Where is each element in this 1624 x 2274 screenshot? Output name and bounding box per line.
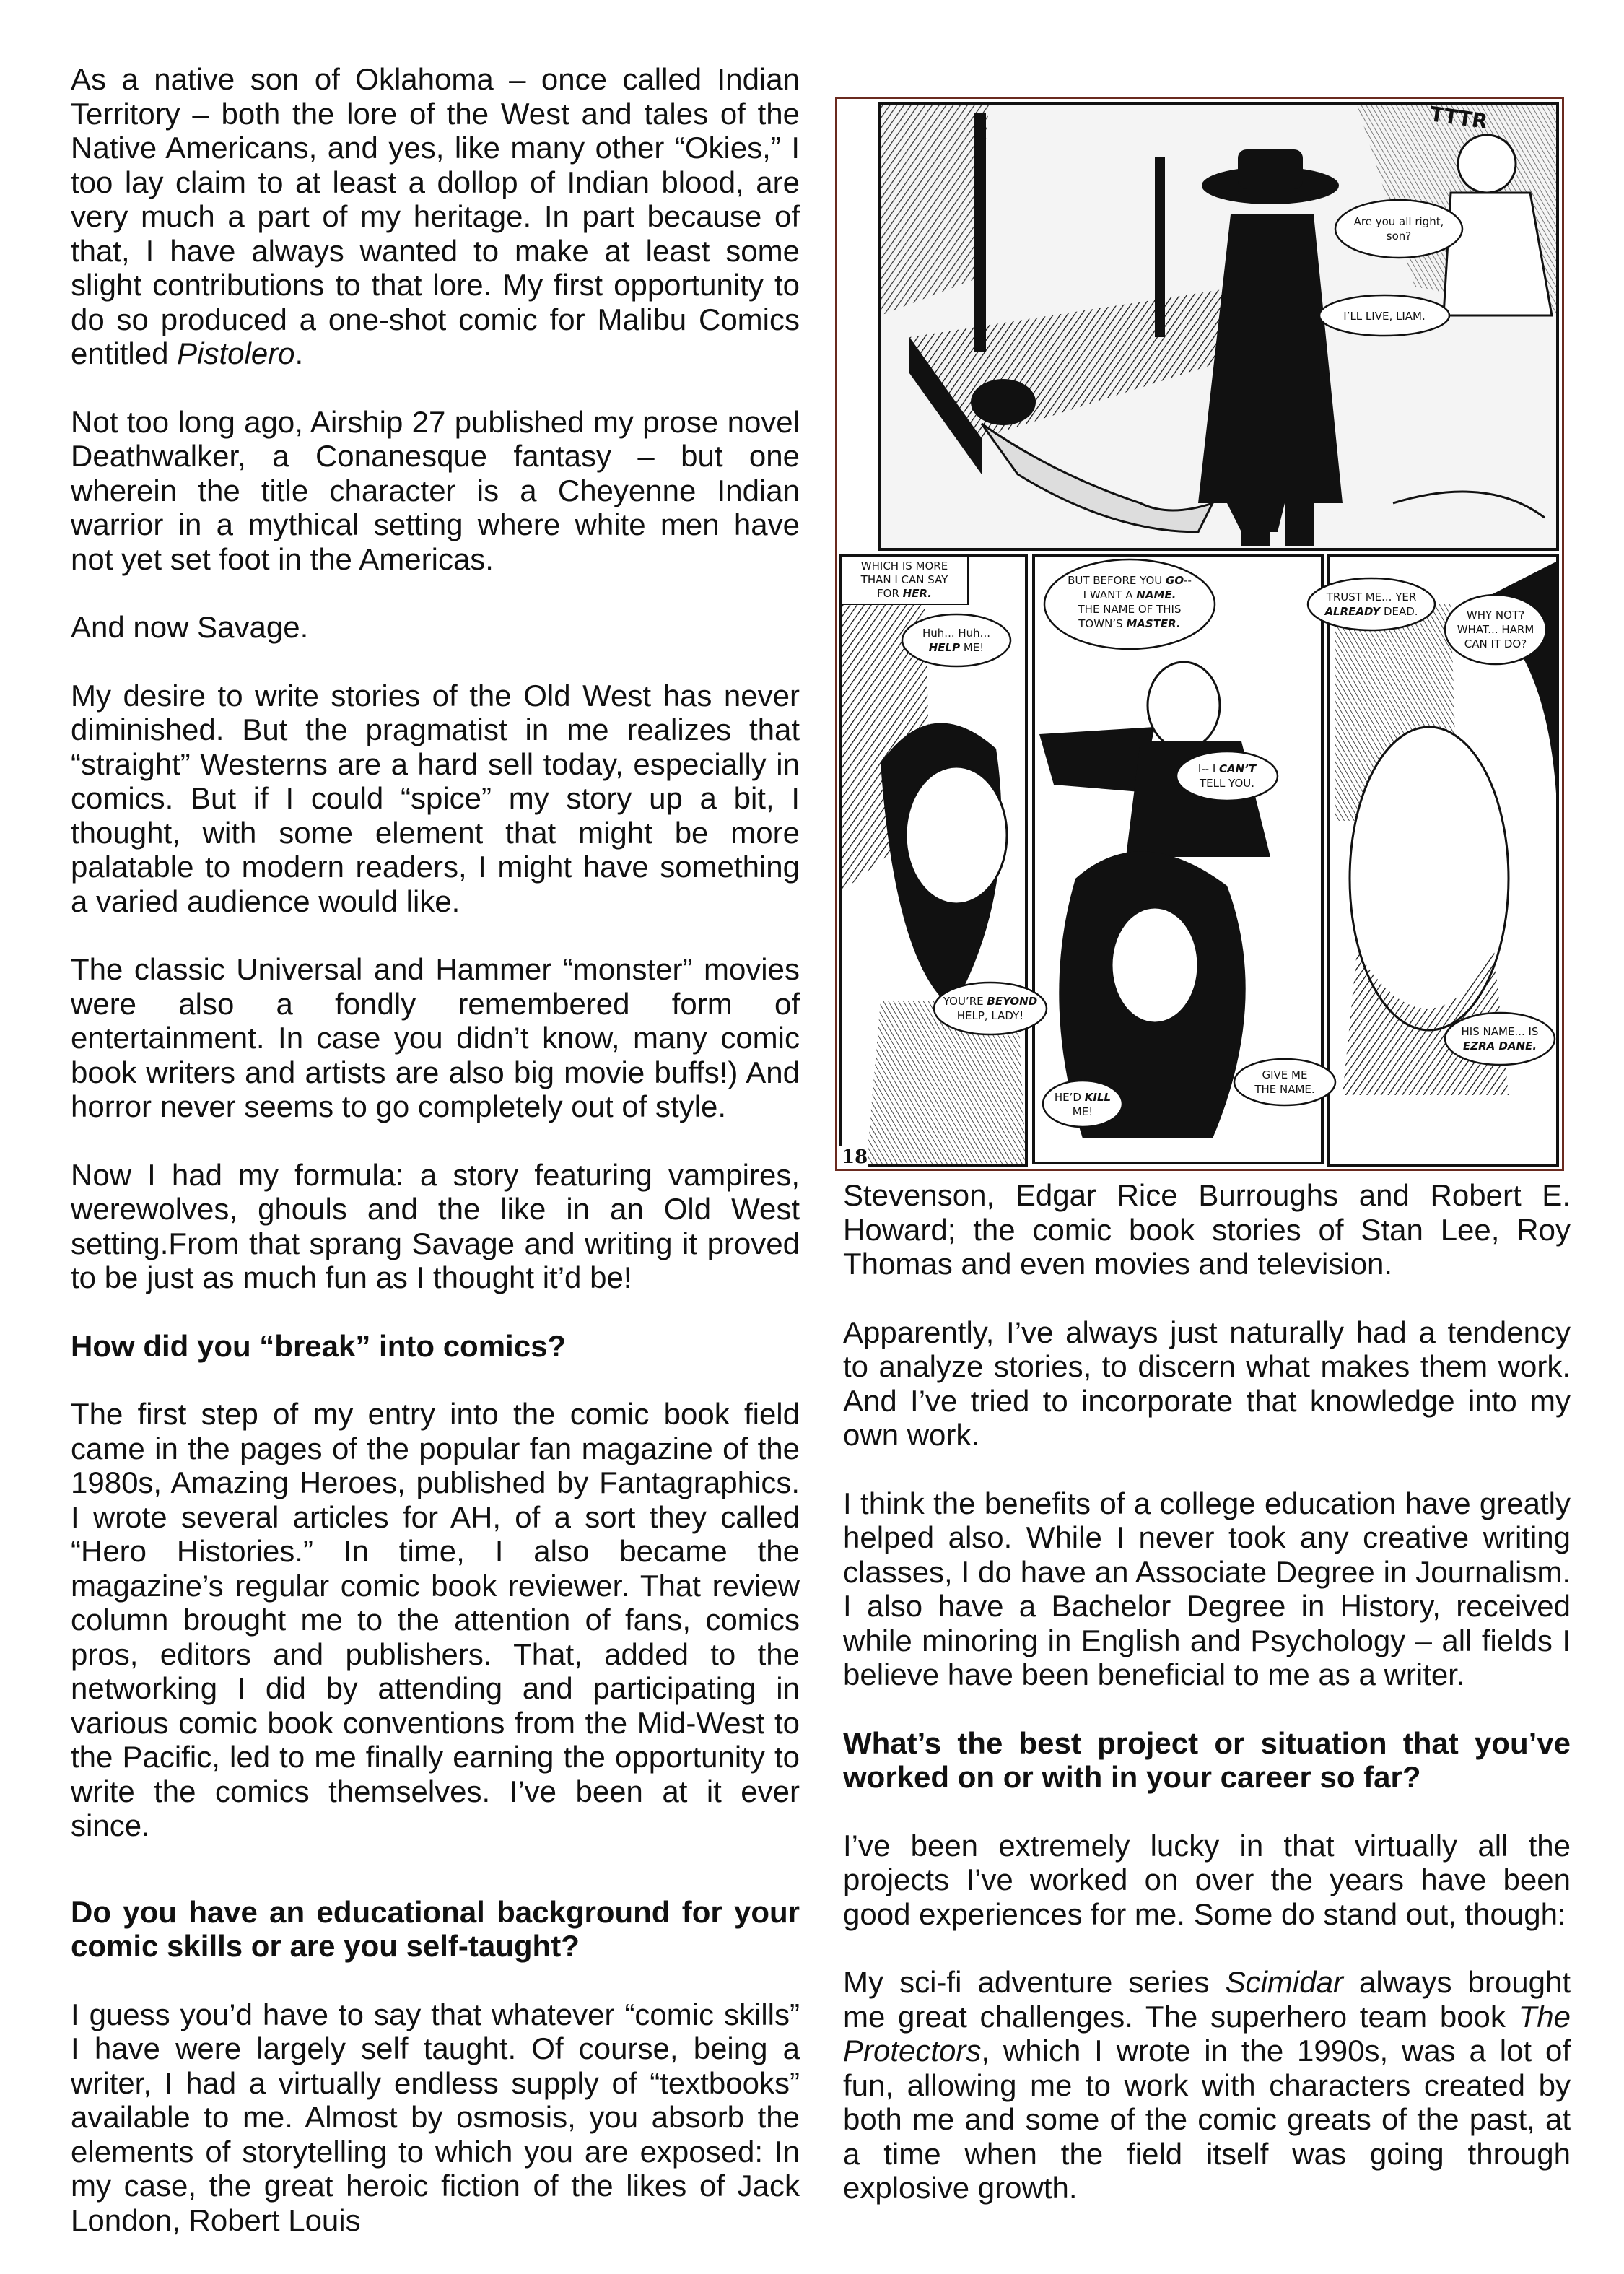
svg-text:GIVE ME: GIVE ME [1262,1068,1308,1081]
svg-text:WHY NOT?: WHY NOT? [1466,609,1525,622]
speech-bubble-give-me-the-name [1234,1059,1335,1105]
question-education: Do you have an educational background for your comic skills or are you self-taught? [71,1894,800,1963]
question-break-into-comics: How did you “break” into comics? [71,1328,567,1363]
svg-text:I WANT A NAME.: I WANT A NAME. [1083,588,1176,601]
title-the-protectors: The Protectors [843,1999,1571,2068]
svg-text:EZRA DANE.: EZRA DANE. [1462,1040,1537,1053]
svg-text:son?: son? [1386,230,1412,243]
svg-text:WHICH IS MORE: WHICH IS MORE [860,559,948,572]
paragraph-formula: Now I had my formula: a story featuring vampires, werewolves, ghouls and the like in an Old West setting.From that sprang Savage and writing it proved to be just as much fun as I thought it’d be! [71,1157,800,1294]
paragraph-self-taught: I guess you’d have to say that whatever “comic skills” I have were largely self taught. Of course, being a writer, I had a virtually endless supply of “textbooks” available to me. Almost by osmosis, you absorb the elements of storytelling to which you are exposed: In my case, the great heroic fiction of the likes of Jack London, Robert Louis [71,1997,800,2237]
speech-bubble-ill-live [1319,295,1449,336]
paragraph-analyze-stories: Apparently, I’ve always just naturally had a tendency to analyze stories, to discern what makes them work. And I’ve tried to incorporate that knowledge into my own work. [843,1315,1571,1452]
svg-text:THAN I CAN SAY: THAN I CAN SAY [860,573,948,586]
speech-bubble-before-you-go [1044,559,1215,649]
svg-text:HELP ME!: HELP ME! [928,641,985,654]
svg-text:YOU’RE BEYOND: YOU’RE BEYOND [943,995,1038,1008]
comic-page-illustration [835,97,1564,1171]
comic-page-number: 18 [842,1146,868,1168]
svg-text:Are you all right,: Are you all right, [1353,215,1444,228]
paragraph-deathwalker: Not too long ago, Airship 27 published my prose novel Deathwalker, a Conanesque fantasy – but one wherein the title character is a Cheyenne Indian warrior in a mythical setting where white men have not yet set foot in the Americas. [71,404,800,576]
title-pistolero: Pistolero [177,336,295,370]
speech-bubble-why-not [1445,595,1546,664]
speech-bubble-hed-kill-me [1043,1081,1122,1127]
left-column [71,62,800,2271]
speech-bubble-ezra-dane [1445,1013,1555,1065]
question-best-project: What’s the best project or situation that you’ve worked on or with in your career so far? [843,1725,1571,1794]
paragraph-lucky: I’ve been extremely lucky in that virtually all the projects I’ve worked on over the years have been good experiences for me. Some do stand out, though: [843,1828,1571,1931]
svg-text:HIS NAME... IS: HIS NAME... IS [1461,1025,1539,1038]
heading-savage: And now Savage. [71,610,309,644]
speech-bubble-cant-tell-you [1176,752,1278,801]
paragraph-influences: Stevenson, Edgar Rice Burroughs and Robert E. Howard; the comic book stories of Stan Lee, Roy Thomas and even movies and television. [843,1178,1571,1281]
svg-text:I-- I CAN’T: I-- I CAN’T [1197,762,1257,775]
panel-bedroom [879,103,1559,549]
paragraph-scimidar: My sci-fi adventure series Scimidar always brought me great challenges. The superhero team book The Protectors, which I wrote in the 1990s, was a lot of fun, allowing me to work with characters created by both me and some of the comic greats of the past, at a time when the field itself was going through explosive growth. [843,1965,1571,2205]
comic-art [837,99,1562,1169]
svg-text:WHAT... HARM: WHAT... HARM [1457,623,1534,636]
paragraph-college-education: I think the benefits of a college education have greatly helped also. While I never took any creative writing classes, I do have an Associate Degree in Journalism. I also have a Bachelor Degree in History, received while minoring in English and Psychology – all fields I believe have been beneficial to me as a writer. [843,1486,1571,1691]
svg-text:CAN IT DO?: CAN IT DO? [1464,637,1527,650]
speech-bubble-are-you-all-right [1335,200,1462,258]
speech-bubble-help-me [902,614,1010,666]
svg-text:TRUST ME... YER: TRUST ME... YER [1326,591,1417,604]
title-scimidar: Scimidar [1225,1965,1343,1999]
svg-text:TOWN’S MASTER.: TOWN’S MASTER. [1078,617,1181,630]
sfx-text: TTTR [1428,102,1489,134]
svg-text:FOR HER.: FOR HER. [877,587,932,600]
speech-bubble-which-is-more [842,557,968,604]
svg-text:BUT BEFORE YOU GO--: BUT BEFORE YOU GO-- [1068,574,1192,587]
svg-text:ME!: ME! [1072,1105,1093,1118]
svg-text:TELL YOU.: TELL YOU. [1199,777,1255,790]
svg-text:ALREADY DEAD.: ALREADY DEAD. [1324,605,1418,618]
speech-bubble-already-dead [1308,578,1435,630]
paragraph-heritage: As a native son of Oklahoma – once called Indian Territory – both the lore of the West and tales of the Native Americans, and yes, like many other “Okies,” I too lay claim to at least a dollop of Indian blood, are very much a part of my heritage. In part because of that, I have always wanted to make at least some slight contributions to that lore. My first opportunity to do so produced a one-shot comic for Malibu Comics entitled Pistolero. [71,62,800,370]
svg-text:THE NAME OF THIS: THE NAME OF THIS [1078,603,1182,616]
speech-bubble-beyond-help [934,983,1047,1034]
paragraph-monster-movies: The classic Universal and Hammer “monster” movies were also a fondly remembered form of entertainment. In case you didn’t know, many comic book writers and artists are also big movie buffs!) And horror never seems to go completely out of style. [71,952,800,1123]
svg-text:I’LL LIVE, LIAM.: I’LL LIVE, LIAM. [1343,310,1426,323]
paragraph-old-west: My desire to write stories of the Old West has never diminished. But the pragmatist in me realizes that “straight” Westerns are a hard sell today, especially in comics. But if I could “spice” my story up a bit, I thought, with some element that might be more palatable to modern readers, I might have something a varied audience would like. [71,678,800,918]
svg-text:THE NAME.: THE NAME. [1254,1083,1315,1096]
right-column [843,1178,1571,2239]
svg-text:HELP, LADY!: HELP, LADY! [956,1009,1024,1022]
svg-text:Huh... Huh...: Huh... Huh... [922,627,990,640]
paragraph-fan-magazine: The first step of my entry into the comic book field came in the pages of the popular fan magazine of the 1980s, Amazing Heroes, published by Fantagraphics. I wrote several articles for AH, of a sort they called “Hero Histories.” In time, I also became the magazine’s regular comic book reviewer. That review column brought me to the attention of fans, comics pros, editors and publishers. That, added to the networking I did by attending and participating in various comic book conventions from the Mid-West to the Pacific, led to me finally earning the opportunity to write the comics themselves. I’ve been at it ever since. [71,1397,800,1842]
svg-text:HE’D KILL: HE’D KILL [1054,1091,1112,1104]
